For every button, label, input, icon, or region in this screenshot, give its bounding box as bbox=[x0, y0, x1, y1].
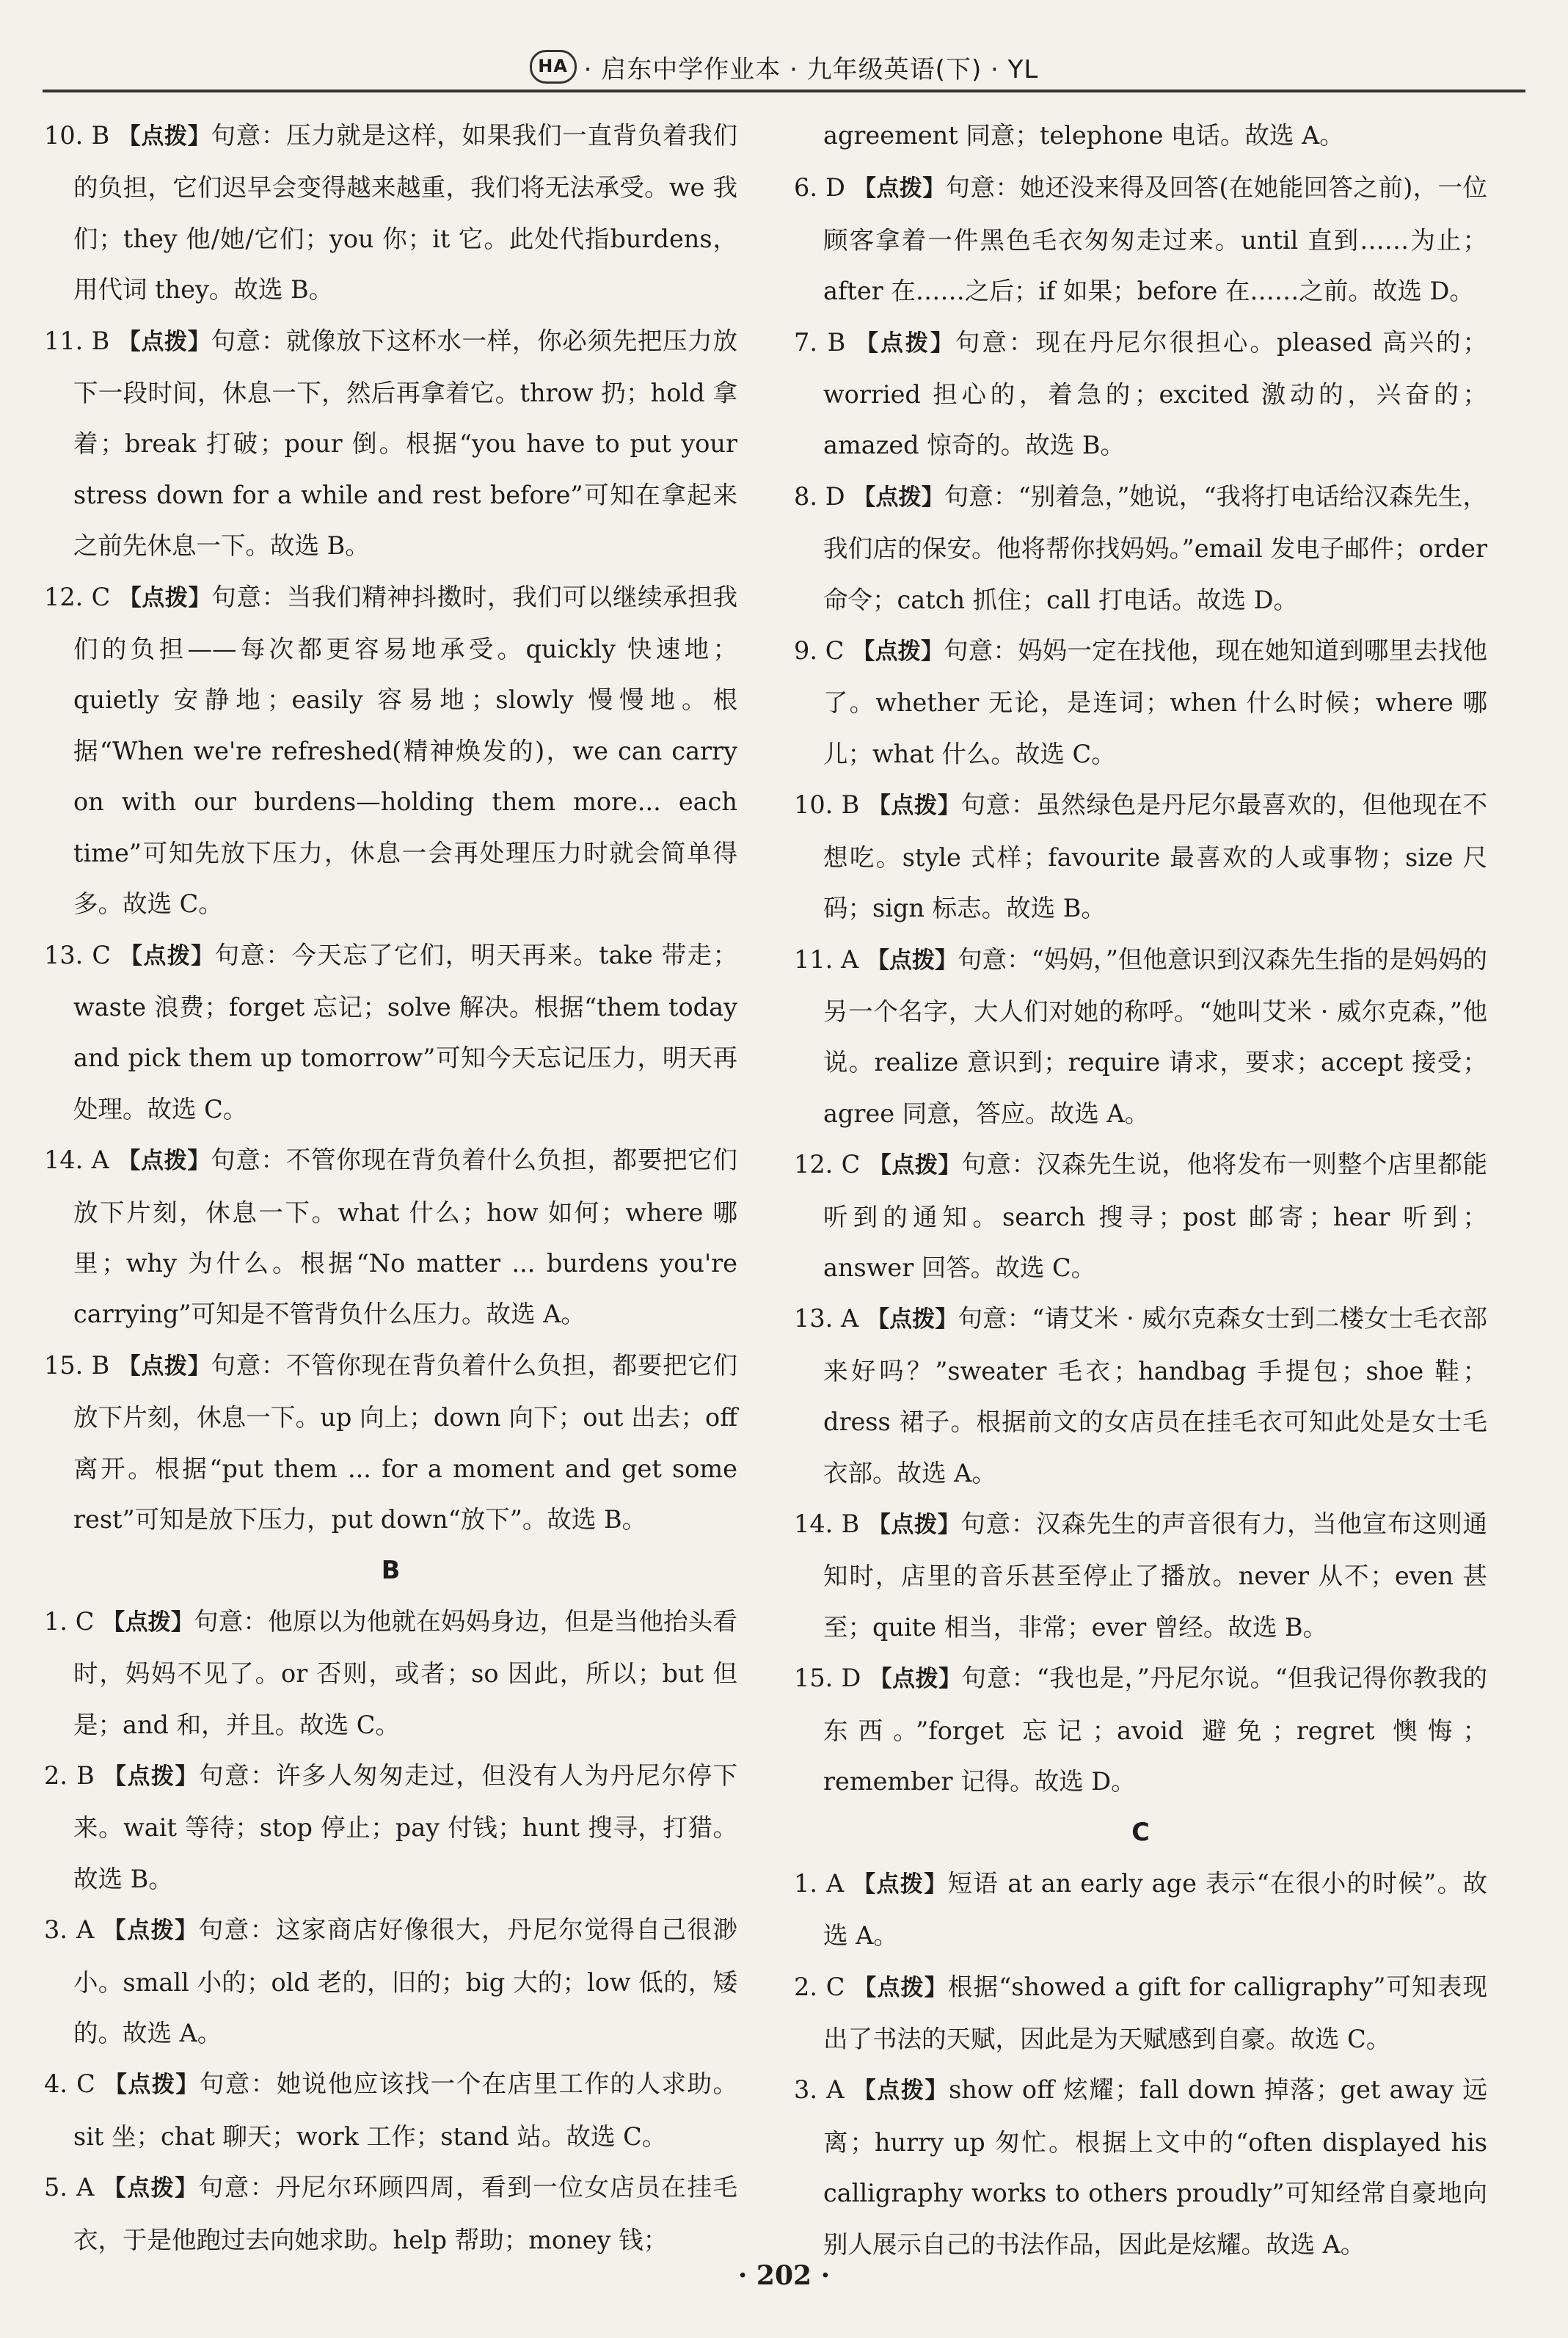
answer-number: 13. A bbox=[794, 1304, 859, 1333]
answer-item bbox=[794, 110, 1487, 162]
hint-tag: 【点拨】 bbox=[855, 329, 955, 357]
answer-item bbox=[794, 779, 1487, 933]
answer-number: 7. B bbox=[794, 327, 846, 357]
answer-number: 2. C bbox=[794, 1972, 845, 2001]
answer-item bbox=[44, 110, 737, 316]
explanation-text: 句意：现在丹尼尔很担心。pleased 高兴的；worried 担心的，着急的；excited 激动的，兴奋的；amazed 惊奇的。故选 B。 bbox=[823, 327, 1487, 460]
hint-tag: 【点拨】 bbox=[117, 1148, 211, 1175]
page-header bbox=[43, 44, 1525, 92]
answer-item bbox=[44, 1750, 737, 1904]
explanation-text: 句意：当我们精神抖擞时，我们可以继续承担我们的负担——每次都更容易地承受。quickly 快速地；quietly 安静地；easily 容易地；slowly 慢慢地。根据“When we're refreshed(精神焕发的)，we can carry on with our burdens—holding them more... each time”可知先放下压力，休息一会再处理压力时就会简单得多。故选 C。 bbox=[73, 582, 738, 919]
answer-item bbox=[44, 572, 737, 930]
hint-tag: 【点拨】 bbox=[117, 123, 211, 150]
hint-tag: 【点拨】 bbox=[867, 1306, 958, 1333]
answer-item bbox=[44, 930, 737, 1135]
answer-number: 3. A bbox=[44, 1915, 95, 1945]
answer-number: 9. C bbox=[794, 636, 845, 666]
hint-tag: 【点拨】 bbox=[866, 947, 958, 974]
answer-item bbox=[44, 1596, 737, 1750]
answer-item bbox=[44, 316, 737, 572]
hint-tag: 【点拨】 bbox=[868, 1152, 962, 1179]
answer-number: 12. C bbox=[44, 582, 111, 611]
answer-number: 10. B bbox=[794, 790, 860, 820]
header-title: · 启东中学作业本 · 九年级英语(下) · YL bbox=[583, 54, 1039, 84]
answer-item bbox=[794, 2064, 1487, 2270]
right-column bbox=[794, 110, 1487, 2270]
hint-tag: 【点拨】 bbox=[853, 175, 946, 203]
hint-tag: 【点拨】 bbox=[120, 942, 215, 969]
explanation-text: 句意：“请艾米 · 威尔克森女士到二楼女士毛衣部来好吗？”sweater 毛衣；handbag 手提包；shoe 鞋；dress 裙子。根据前文的女店员在挂毛衣可知此处是女士毛衣部。故选 A。 bbox=[823, 1304, 1487, 1487]
answer-item bbox=[794, 162, 1487, 316]
left-column bbox=[44, 110, 737, 2265]
explanation-text: 短语 at an early age 表示“在很小的时候”。故选 A。 bbox=[823, 1868, 1488, 1951]
answer-number: 12. C bbox=[794, 1150, 861, 1179]
answer-number: 14. B bbox=[794, 1509, 860, 1538]
hint-tag: 【点拨】 bbox=[102, 1609, 194, 1636]
answer-item bbox=[794, 471, 1487, 625]
hint-tag: 【点拨】 bbox=[853, 484, 944, 511]
section-heading-c: C bbox=[1131, 1818, 1150, 1847]
page-number: · 202 · bbox=[737, 2260, 831, 2291]
explanation-text: 句意：“妈妈，”但他意识到汉森先生指的是妈妈的另一个名字，大人们对她的称呼。“她叫艾米 · 威尔克森，”他说。realize 意识到；require 请求，要求；accept 接受；agree 同意，答应。故选 A。 bbox=[823, 944, 1487, 1128]
explanation-text: 句意：汉森先生的声音很有力，当他宣布这则通知时，店里的音乐甚至停止了播放。never 从不；even 甚至；quite 相当，非常；ever 曾经。故选 B。 bbox=[823, 1509, 1488, 1642]
explanation-text: 句意：她说他应该找一个在店里工作的人求助。sit 坐；chat 聊天；work 工作；stand 站。故选 C。 bbox=[73, 2069, 737, 2151]
answer-number: 11. A bbox=[794, 944, 859, 974]
answer-number: 13. C bbox=[44, 940, 111, 969]
explanation-text: 句意：不管你现在背负着什么负担，都要把它们放下片刻，休息一下。what 什么；how 如何；where 哪里；why 为什么。根据“No matter ... burdens you're carrying”可知是不管背负什么压力。故选 A。 bbox=[73, 1146, 738, 1329]
hint-tag: 【点拨】 bbox=[853, 1974, 948, 2001]
answer-number: 14. A bbox=[44, 1146, 109, 1175]
answer-number: 4. C bbox=[44, 2069, 95, 2099]
explanation-text: 句意：不管你现在背负着什么负担，都要把它们放下片刻，休息一下。up 向上；down 向下；out 出去；off 离开。根据“put them ... for a moment and get some rest”可知是放下压力，put down“放下”。故选 B。 bbox=[73, 1350, 738, 1534]
answer-number: 10. B bbox=[44, 121, 110, 150]
explanation-text: 句意：许多人匆匆走过，但没有人为丹尼尔停下来。wait 等待；stop 停止；pay 付钱；hunt 搜寻，打猎。故选 B。 bbox=[73, 1761, 738, 1893]
answer-number: 5. A bbox=[44, 2173, 95, 2202]
hint-tag: 【点拨】 bbox=[867, 793, 961, 820]
answer-item bbox=[44, 1340, 737, 1545]
hint-tag: 【点拨】 bbox=[852, 638, 944, 666]
answer-number: 8. D bbox=[794, 481, 845, 511]
answer-number: 6. D bbox=[794, 173, 845, 203]
publisher-logo: HA bbox=[530, 50, 577, 84]
answer-number: 1. A bbox=[794, 1868, 845, 1898]
answer-item bbox=[794, 317, 1487, 471]
answer-item bbox=[44, 2162, 737, 2265]
hint-tag: 【点拨】 bbox=[103, 2175, 199, 2202]
answer-number: 15. D bbox=[794, 1664, 861, 1693]
explanation-text: 句意：这家商店好像很大，丹尼尔觉得自己很渺小。small 小的；old 老的，旧的；big 大的；low 低的，矮的。故选 A。 bbox=[73, 1915, 738, 2048]
answer-number: 11. B bbox=[44, 326, 110, 355]
answer-number: 15. B bbox=[44, 1350, 110, 1380]
hint-tag: 【点拨】 bbox=[869, 1666, 962, 1693]
hint-tag: 【点拨】 bbox=[117, 1352, 211, 1380]
answer-item bbox=[44, 1135, 737, 1340]
answer-item bbox=[794, 625, 1487, 779]
hint-tag: 【点拨】 bbox=[103, 1918, 199, 1945]
explanation-text: 句意：他原以为他就在妈妈身边，但是当他抬头看时，妈妈不见了。or 否则，或者；so 因此，所以；but 但是；and 和，并且。故选 C。 bbox=[73, 1606, 738, 1739]
answer-item bbox=[794, 1293, 1487, 1498]
explanation-text: 句意：“别着急，”她说，“我将打电话给汉森先生，我们店的保安。他将帮你找妈妈。”email 发电子邮件；order 命令；catch 抓住；call 打电话。故选 D。 bbox=[823, 481, 1487, 614]
answer-item bbox=[794, 1858, 1487, 1962]
explanation-text: 句意：今天忘了它们，明天再来。take 带走；waste 浪费；forget 忘记；solve 解决。根据“them today and pick them up tomorrow”可知今天忘记压力，明天再处理。故选 C。 bbox=[73, 940, 738, 1124]
section-heading-b: B bbox=[381, 1556, 401, 1585]
answer-item bbox=[794, 1653, 1487, 1807]
answer-item bbox=[794, 1139, 1487, 1293]
hint-tag: 【点拨】 bbox=[117, 328, 211, 355]
answer-number: 1. C bbox=[44, 1606, 95, 1636]
answer-item bbox=[44, 1904, 737, 2058]
explanation-text: agreement 同意；telephone 电话。故选 A。 bbox=[823, 121, 1344, 150]
explanation-text: show off 炫耀；fall down 掉落；get away 远离；hurry up 匆忙。根据上文中的“often displayed his calligraphy works to others proudly”可知经常自豪地向别人展示自己的书法作品，因此是炫耀。故选 A。 bbox=[823, 2075, 1487, 2259]
explanation-text: 句意：“我也是，”丹尼尔说。“但我记得你教我的东西。”forget 忘记；avoid 避免；regret 懊悔；remember 记得。故选 D。 bbox=[823, 1664, 1487, 1796]
hint-tag: 【点拨】 bbox=[853, 2077, 949, 2105]
explanation-text: 句意：虽然绿色是丹尼尔最喜欢的，但他现在不想吃。style 式样；favourite 最喜欢的人或事物；size 尺码；sign 标志。故选 B。 bbox=[823, 790, 1488, 923]
explanation-text: 句意：妈妈一定在找他，现在她知道到哪里去找他了。whether 无论，是连词；when 什么时候；where 哪儿；what 什么。故选 C。 bbox=[823, 636, 1488, 768]
explanation-text: 根据“showed a gift for calligraphy”可知表现出了书法的天赋，因此是为天赋感到自豪。故选 C。 bbox=[823, 1972, 1487, 2054]
explanation-text: 句意：就像放下这杯水一样，你必须先把压力放下一段时间，休息一下，然后再拿着它。throw 扔；hold 拿着；break 打破；pour 倒。根据“you have to put your stress down for a while and rest before”可知在拿起来之前先休息一下。故选 B。 bbox=[73, 326, 738, 561]
answer-item bbox=[44, 2058, 737, 2162]
explanation-text: 句意：丹尼尔环顾四周，看到一位女店员在挂毛衣，于是他跑过去向她求助。help 帮助；money 钱； bbox=[73, 2173, 738, 2254]
hint-tag: 【点拨】 bbox=[118, 584, 212, 611]
hint-tag: 【点拨】 bbox=[853, 1871, 948, 1898]
answer-number: 2. B bbox=[44, 1761, 95, 1790]
answer-item bbox=[794, 934, 1487, 1140]
answer-item bbox=[794, 1498, 1487, 1653]
explanation-text: 句意：汉森先生说，他将发布一则整个店里都能听到的通知。search 搜寻；post 邮寄；hear 听到；answer 回答。故选 C。 bbox=[823, 1150, 1488, 1282]
explanation-text: 句意：她还没来得及回答(在她能回答之前)，一位顾客拿着一件黑色毛衣匆匆走过来。until 直到……为止；after 在……之后；if 如果；before 在……之前。故选 D。 bbox=[823, 173, 1487, 306]
explanation-text: 句意：压力就是这样，如果我们一直背负着我们的负担，它们迟早会变得越来越重，我们将无法承受。we 我们；they 他/她/它们；you 你；it 它。此处代指burdens，用代词 they。故选 B。 bbox=[73, 121, 738, 305]
hint-tag: 【点拨】 bbox=[867, 1511, 961, 1538]
hint-tag: 【点拨】 bbox=[103, 2072, 200, 2099]
answer-number: 3. A bbox=[794, 2075, 845, 2105]
hint-tag: 【点拨】 bbox=[103, 1763, 200, 1790]
answer-item bbox=[794, 1962, 1487, 2065]
